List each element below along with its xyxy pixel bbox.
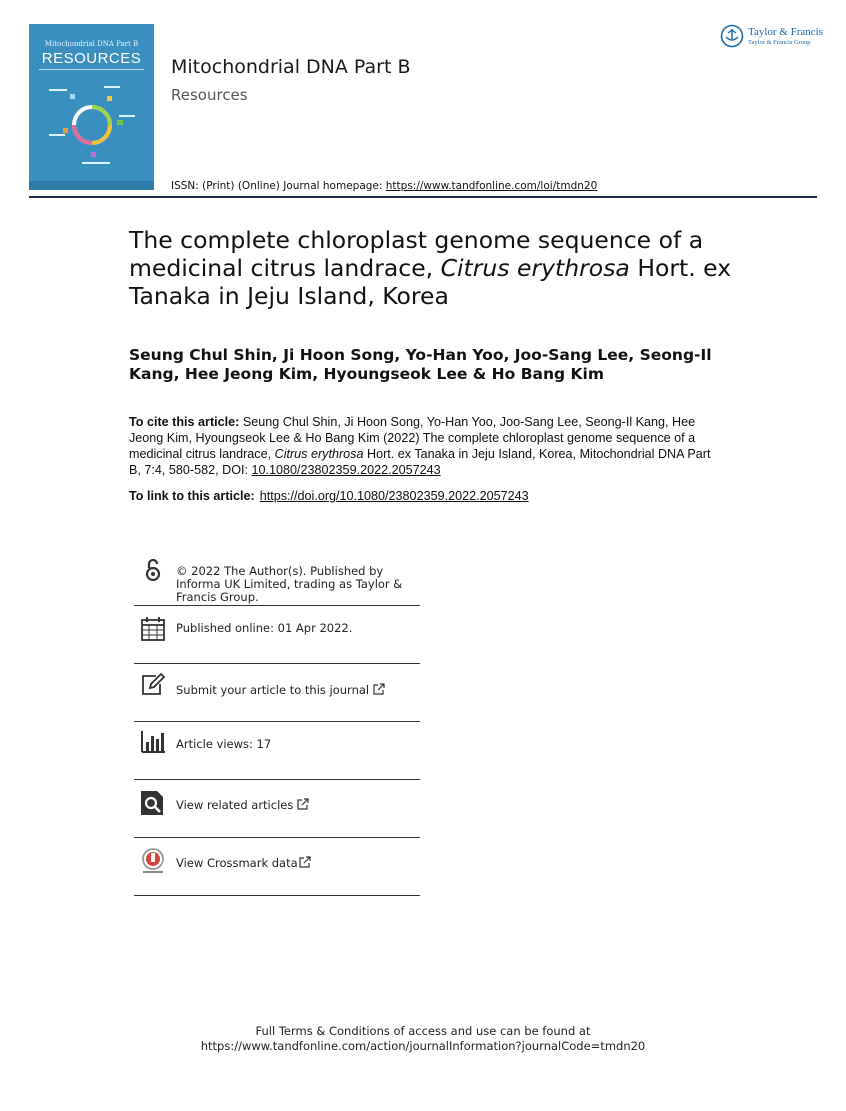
header-divider [29, 196, 817, 198]
search-document-icon [140, 790, 166, 816]
crossmark-icon [140, 848, 166, 874]
doi-link[interactable]: 10.1080/23802359.2022.2057243 [251, 463, 441, 477]
publisher-logo[interactable] [720, 24, 830, 50]
external-link-icon [297, 798, 309, 810]
edit-icon [140, 672, 166, 698]
external-link-icon [299, 856, 311, 868]
publisher-group: Taylor & Francis Group [748, 39, 811, 46]
citation-species: Citrus erythrosa [274, 447, 364, 461]
cover-divider [39, 69, 144, 70]
list-item-views [134, 722, 420, 780]
cover-title-line2: RESOURCES [41, 50, 142, 67]
article-authors: Seung Chul Shin, Ji Hoon Song, Yo-Han Yoo, Joo-Sang Lee, Seong-Il Kang, Hee Jeong Kim, Hyoungseok Lee & Ho Bang Kim [129, 346, 712, 383]
publisher-name: Taylor & Francis [748, 26, 823, 38]
list-item-related[interactable] [134, 780, 420, 838]
citation-block [129, 414, 719, 478]
article-link-line [129, 489, 529, 503]
list-item-crossmark[interactable] [134, 838, 420, 896]
list-item-submit[interactable] [134, 664, 420, 722]
article-title [129, 226, 749, 310]
bar-chart-icon [140, 730, 166, 756]
terms-footer-url[interactable]: https://www.tandfonline.com/action/journalInformation?journalCode=tmdn20 [200, 1039, 646, 1053]
license-text: © 2022 The Author(s). Published by Informa UK Limited, trading as Taylor & Francis Group. [176, 564, 403, 604]
submit-article-label: Submit your article to this journal [176, 683, 370, 697]
article-title-species: Citrus erythrosa [440, 254, 630, 282]
article-link-label: To link to this article: [129, 489, 255, 503]
journal-homepage-link[interactable]: https://www.tandfonline.com/loi/tmdn20 [385, 180, 598, 192]
list-item-published [134, 606, 420, 664]
terms-footer [0, 1024, 846, 1054]
list-item-license [134, 556, 420, 606]
publisher-logo-icon [720, 24, 744, 48]
terms-footer-line1: Full Terms & Conditions of access and use can be found at [255, 1024, 591, 1038]
journal-subtitle: Resources [171, 86, 248, 104]
published-date-text: Published online: 01 Apr 2022. [176, 621, 353, 635]
cover-title-line1: Mitochondrial DNA Part B [44, 40, 139, 48]
crossmark-link[interactable] [176, 856, 422, 870]
citation-text-2: Hort. ex Tanaka in Jeju Island, Korea, Mitochondrial DNA Part B, 7:4, 580-582, DOI: [129, 447, 711, 477]
article-doi-url-link[interactable]: https://doi.org/10.1080/23802359.2022.2057243 [259, 489, 529, 503]
cover-footer-band [29, 181, 154, 190]
submit-article-link[interactable] [176, 683, 422, 697]
external-link-icon [373, 683, 385, 695]
calendar-icon [140, 616, 166, 642]
journal-cover [29, 24, 154, 190]
related-articles-label: View related articles [176, 798, 294, 812]
journal-title: Mitochondrial DNA Part B [171, 56, 411, 78]
open-access-icon [140, 557, 166, 583]
cover-cycle-graphic [49, 82, 135, 168]
citation-label: To cite this article: [129, 415, 240, 429]
citation-text-1: Seung Chul Shin, Ji Hoon Song, Yo-Han Yoo, Joo-Sang Lee, Seong-Il Kang, Hee Jeong Kim, Hyoungseok Lee & Ho Bang Kim (2022) The complete chloroplast genome sequence of a medicinal citrus landrace, [129, 415, 696, 461]
article-views-text: Article views: 17 [176, 737, 272, 751]
related-articles-link[interactable] [176, 798, 422, 812]
issn-line [171, 180, 597, 192]
issn-label: ISSN: (Print) (Online) Journal homepage: [171, 180, 386, 192]
article-info-list [134, 556, 420, 896]
article-title-part1: The complete chloroplast genome sequence of a medicinal citrus landrace, [129, 226, 704, 282]
article-title-part2: Hort. ex Tanaka in Jeju Island, Korea [129, 254, 732, 310]
crossmark-label: View Crossmark data [176, 856, 298, 870]
